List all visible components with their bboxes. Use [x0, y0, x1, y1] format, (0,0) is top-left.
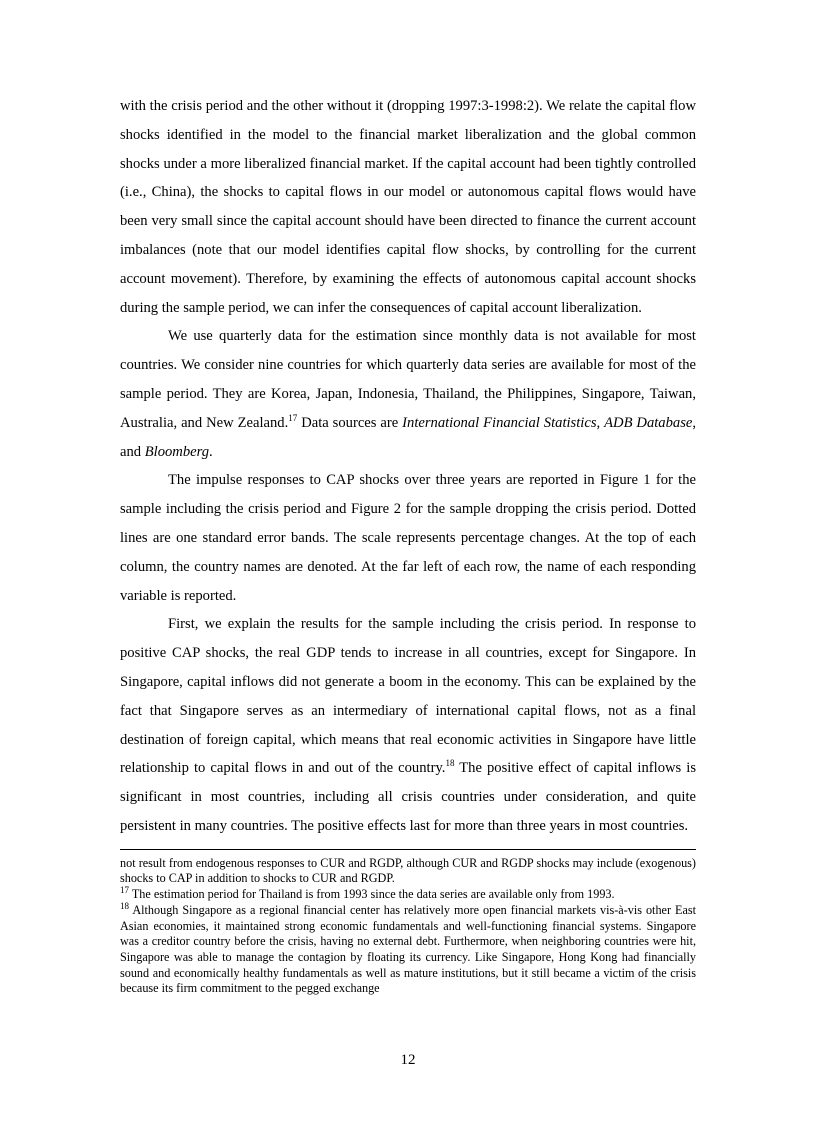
text-run: with the crisis period and the other without it (dropping 1997:3-1998:2). We relate the capital flow shocks identified in the model to the financial market liberalization and the global common shocks under a more liberalized financial market. If the capital account had been tightly controlled (i.e., China), the shocks to capital flows in our model or autonomous capital flows would have been very small since the capital account should have been directed to finance the current account imbalances (note that our model identifies capital flow shocks, by controlling for the current account movement). Therefore, by examining the effects of autonomous capital account shocks during the sample period, we can infer the consequences of capital account liberalization.: [120, 98, 696, 316]
text-run: We use quarterly data for the estimation since monthly data is not available for most countries. We consider nine countries for which quarterly data series are available for most of the sample period. They are Korea, Japan, Indonesia, Thailand, the Philippines, Singapore, Taiwan, Australia, and New Zealand.: [120, 328, 696, 431]
text-run: Data sources are: [297, 414, 403, 431]
text-run: ,: [596, 414, 605, 431]
paragraph: [120, 466, 696, 610]
text-run: .: [209, 443, 213, 460]
paragraph: [120, 92, 696, 322]
text-run: , and: [120, 414, 697, 460]
footnote-18: [120, 900, 696, 997]
text-run: not result from endogenous responses to CUR and RGDP, although CUR and RGDP shocks may include (exogenous) shocks to CAP in addition to shocks to CUR and RGDP.: [120, 855, 696, 886]
footnote-marker: 18: [120, 900, 129, 911]
text-run: The positive effect of capital inflows is significant in most countries, including all crisis countries under consideration, and quite persistent in many countries. The positive effects last for more than three years in most countries.: [120, 760, 697, 834]
italic-text: Bloomberg: [144, 443, 210, 460]
page-body: [120, 92, 696, 997]
footnote-marker: 17: [120, 885, 129, 896]
footnote-continuation: [120, 856, 696, 887]
italic-text: ADB Database: [604, 414, 693, 431]
italic-text: International Financial Statistics: [402, 414, 597, 431]
footnote-marker: 17: [288, 412, 298, 423]
footnote-17: [120, 887, 696, 903]
main-text: [120, 92, 696, 841]
text-run: First, we explain the results for the sample including the crisis period. In response to positive CAP shocks, the real GDP tends to increase in all countries, except for Singapore. In Singapore, capital inflows did not generate a boom in the economy. This can be explained by the fact that Singapore serves as an intermediary of international capital flows, not as a final destination of foreign capital, which means that real economic activities in Singapore have little relationship to capital flows in and out of the country.: [120, 616, 696, 777]
footnotes: [120, 856, 696, 997]
paragraph: [120, 610, 696, 840]
page-number: 12: [400, 1052, 416, 1068]
paragraph: [120, 322, 696, 466]
text-run: Although Singapore as a regional financial center has relatively more open financial markets vis-à-vis other East Asian economies, it maintained strong economic fundamentals and well-functioning financial systems. Singapore was a creditor country before the crisis, having no external debt. Furthermore, when neighboring countries were hit, Singapore was able to manage the contagion by floating its currency. Like Singapore, Hong Kong had financially sound and economically healthy fundamentals as well as mature institutions, but it still became a victim of the crisis because its firm commitment to the pegged exchange: [120, 902, 696, 996]
text-run: The estimation period for Thailand is from 1993 since the data series are available only from 1993.: [129, 887, 615, 902]
footnote-separator: [120, 849, 696, 850]
text-run: The impulse responses to CAP shocks over three years are reported in Figure 1 for the sample including the crisis period and Figure 2 for the sample dropping the crisis period. Dotted lines are one standard error bands. The scale represents percentage changes. At the top of each column, the country names are denoted. At the far left of each row, the name of each responding variable is reported.: [120, 472, 696, 604]
footnote-marker: 18: [445, 758, 455, 769]
